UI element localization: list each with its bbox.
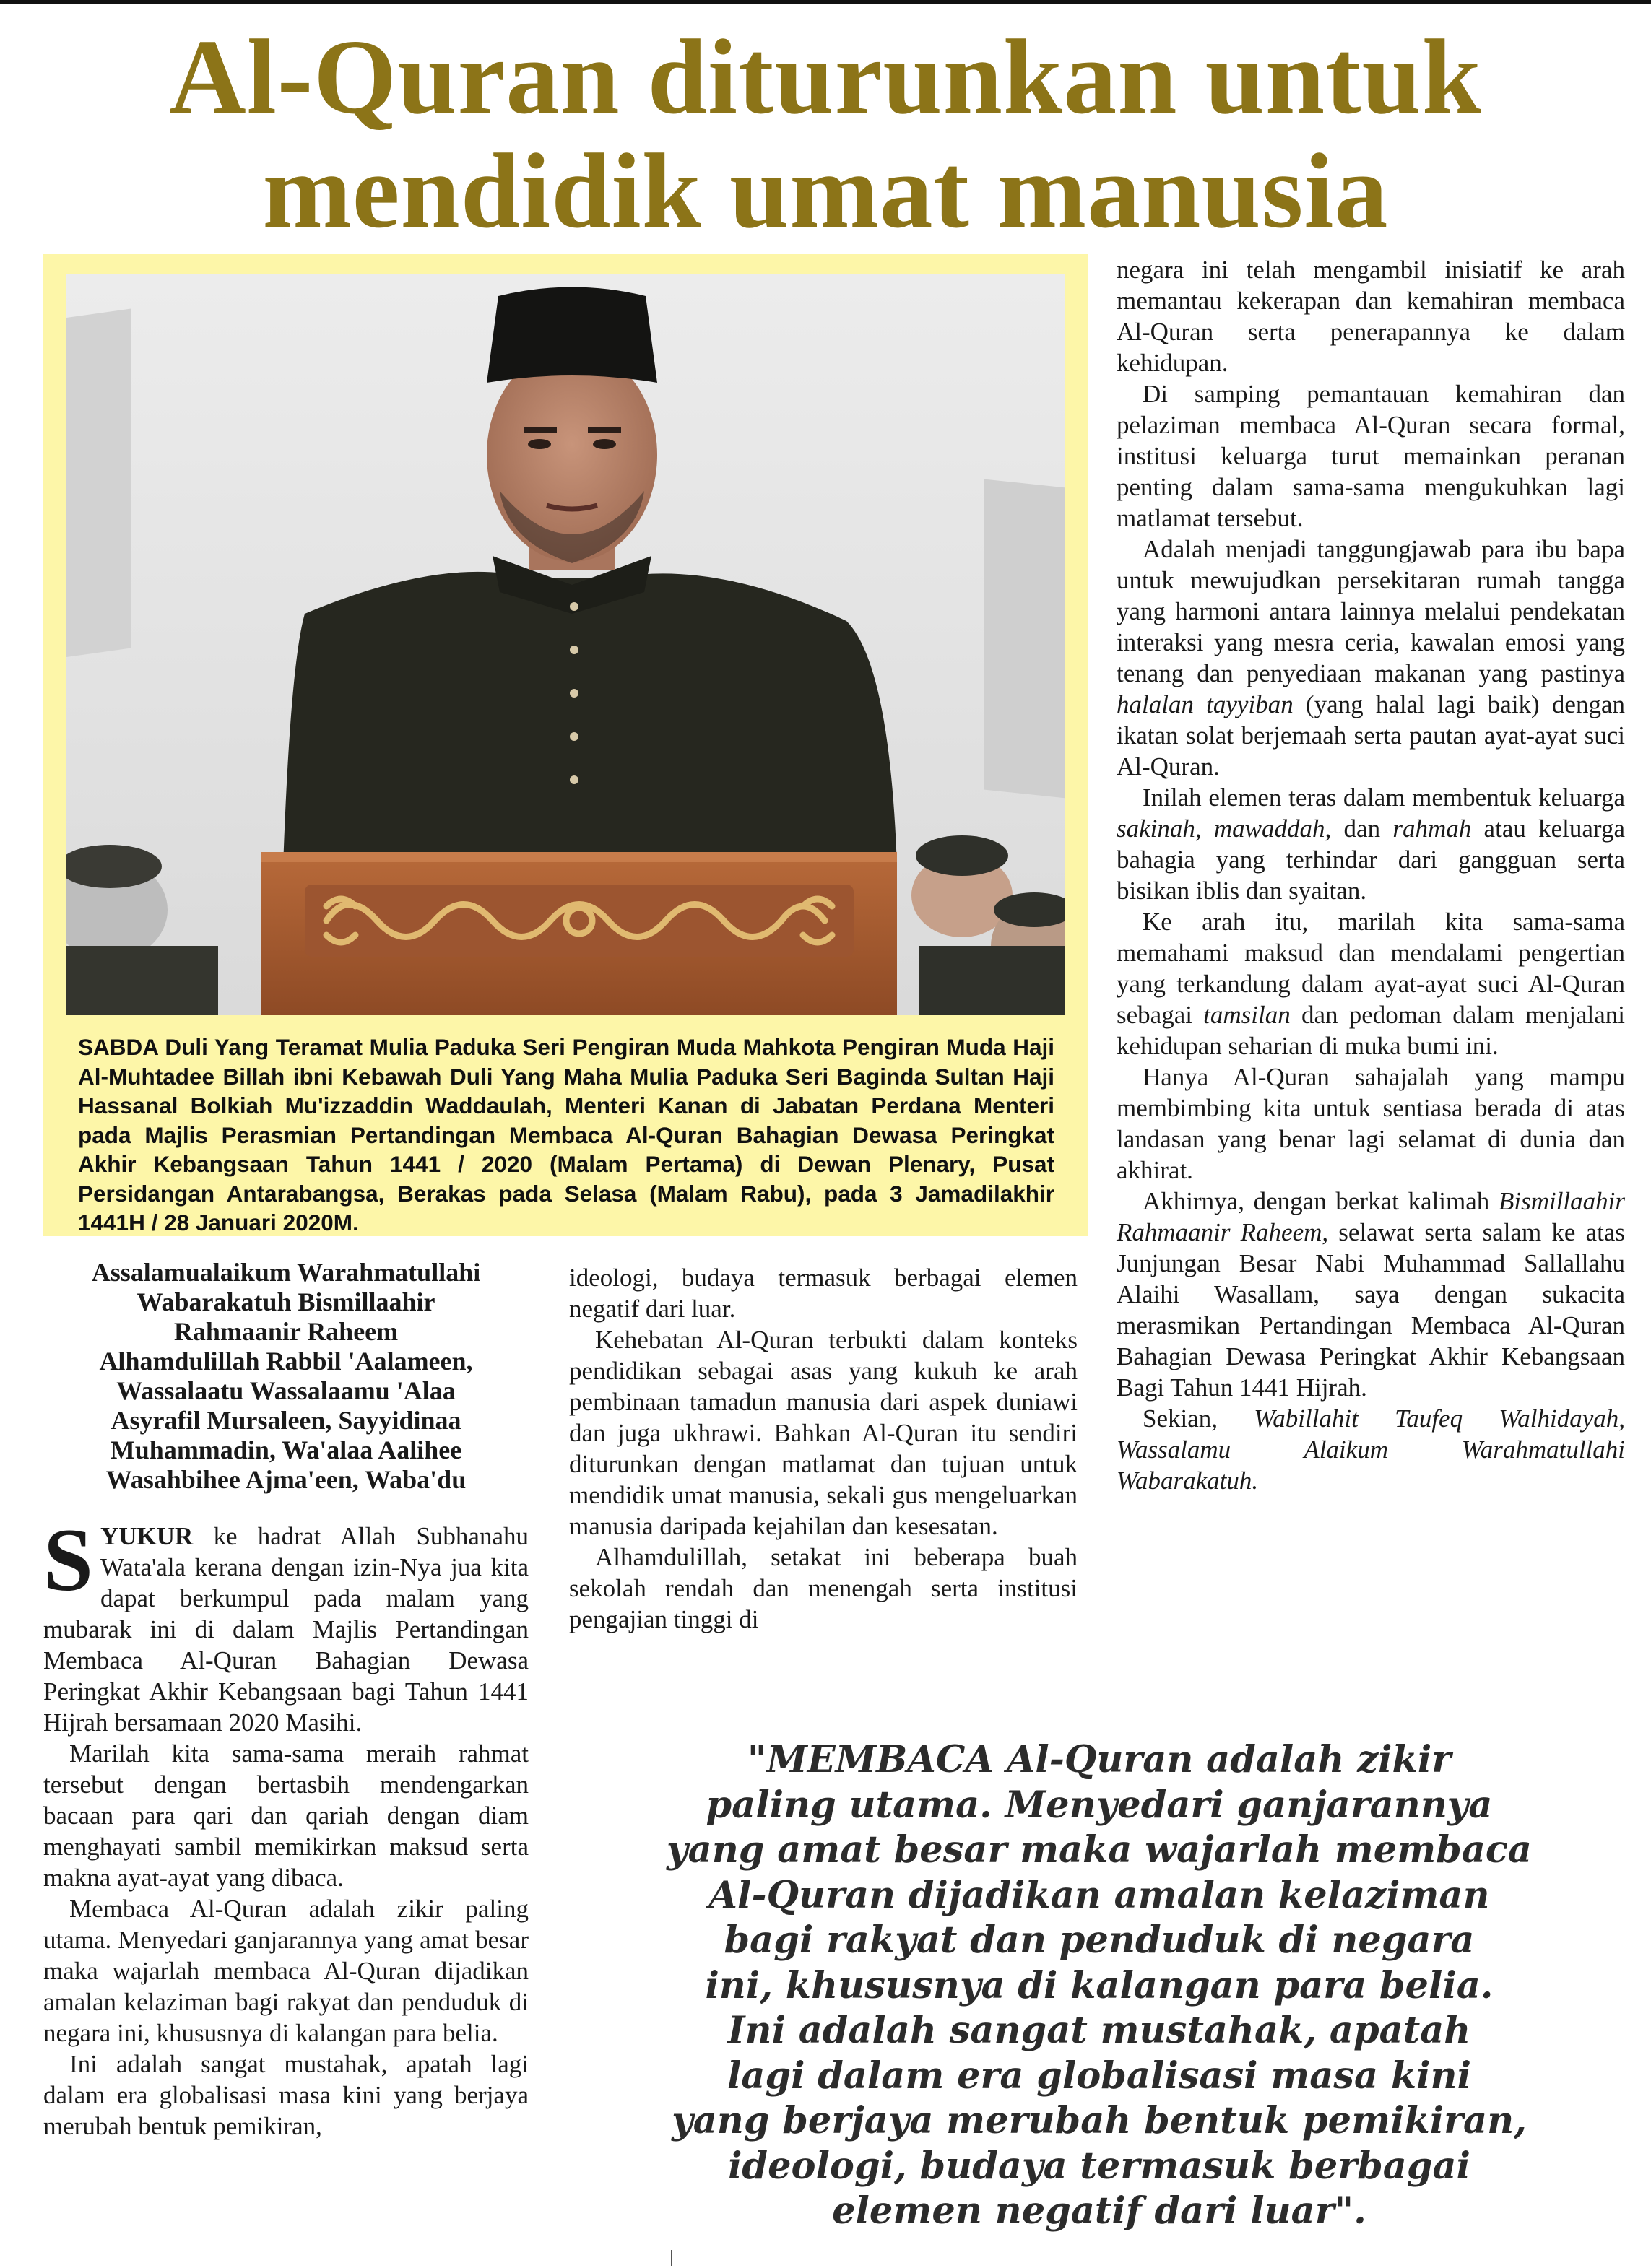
paragraph: Akhirnya, dengan berkat kalimah Bismillaahir Rahmaanir Raheem, selawat serta salam ke atas Junjungan Besar Nabi Muhammad Sallallahu Alaihi Wasallam, saya dengan sukacita merasmikan Pertandingan Membaca Al-Quran Bahagian Dewasa Peringkat Akhir Kebangsaan Bagi Tahun 1441 Hijrah. xyxy=(1117,1187,1626,1402)
paragraph: Membaca Al-Quran adalah zikir paling utama. Menyedari ganjarannya yang amat besar maka wajarlah membaca Al-Quran dijadikan amalan kelaziman bagi rakyat dan penduduk di negara ini, khususnya di kalangan para belia. xyxy=(43,1895,529,2047)
paragraph: Inilah elemen teras dalam membentuk keluarga sakinah, mawaddah, dan rahmah atau keluarga bahagia yang terhindar dari gangguan serta bisikan iblis dan syaitan. xyxy=(1117,783,1625,905)
pull-quote: "MEMBACA Al-Quran adalah zikir paling utama. Menyedari ganjarannya yang amat besar maka wajarlah membaca Al-Quran dijadikan amalan kelaziman bagi rakyat dan penduduk di negara ini, khususnya di kalangan para belia. Ini adalah sangat mustahak, apatah lagi dalam era globalisasi masa kini yang berjaya merubah bentuk pemikiran, ideologi, budaya termasuk berbagai elemen negatif dari luar". xyxy=(667,1738,1532,2233)
headline-line-2: mendidik umat manusia xyxy=(262,132,1389,251)
article-column-1 xyxy=(43,1258,529,2142)
paragraph: Marilah kita sama-sama meraih rahmat tersebut dengan bertasbih mendengarkan bacaan para qari dan qariah dengan diam menghayati sambil memikirkan maksud serta makna ayat-ayat yang dibaca. xyxy=(43,1739,529,1892)
salutation: Assalamualaikum Warahmatullahi Wabarakatuh Bismillaahir Rahmaanir Raheem Alhamdulillah Rabbil 'Aalameen, Wassalaatu Wassalaamu 'Alaa Asyrafil Mursaleen, Sayyidinaa Muhammadin, Wa'alaa Aalihee Wasahbihee Ajma'een, Waba'du xyxy=(91,1258,481,1494)
photo xyxy=(66,274,1065,1015)
article-column-2 xyxy=(569,1262,1078,1635)
paragraph: negara ini telah mengambil inisiatif ke arah memantau kekerapan dan kemahiran membaca Al-Quran serta penerapannya ke dalam kehidupan. xyxy=(1117,256,1625,377)
drop-cap: S xyxy=(43,1511,93,1609)
paragraph: Adalah menjadi tanggungjawab para ibu bapa untuk mewujudkan persekitaran rumah tangga yang harmoni antara lainnya melalui pendekatan interaksi yang mesra ceria, kawalan emosi yang tenang dan penyediaan makanan yang pastinya halalan tayyiban (yang halal lagi baik) dengan ikatan solat berjemaah serta pautan ayat-ayat suci Al-Quran. xyxy=(1117,535,1625,781)
photo-caption: SABDA Duli Yang Teramat Mulia Paduka Seri Pengiran Muda Mahkota Pengiran Muda Haji Al-Muhtadee Billah ibni Kebawah Duli Yang Maha Mulia Paduka Seri Baginda Sultan Haji Hassanal Bolkiah Mu'izzaddin Waddaulah, Menteri Kanan di Jabatan Perdana Menteri pada Majlis Perasmian Pertandingan Membaca Al-Quran Bahagian Dewasa Peringkat Akhir Kebangsaan Tahun 1441 / 2020 (Malam Pertama) di Dewan Plenary, Pusat Persidangan Antarabangsa, Berakas pada Selasa (Malam Rabu), pada 3 Jamadilakhir 1441H / 28 Januari 2020M. xyxy=(78,1034,1054,1235)
column-rule-mark xyxy=(671,2250,672,2266)
photo-box xyxy=(43,254,1088,1236)
headline xyxy=(14,18,1637,251)
paragraph: Sekian, Wabillahit Taufeq Walhidayah, Wassalamu Alaikum Warahmatullahi Wabarakatuh. xyxy=(1117,1404,1626,1495)
opening-paragraph: SYUKUR ke hadrat Allah Subhanahu Wata'ala kerana dengan izin-Nya jua kita dapat berkumpul pada malam yang mubarak ini di dalam Majlis Pertandingan Membaca Al-Quran Bahagian Dewasa Peringkat Akhir Kebangsaan bagi Tahun 1441 Hijrah bersamaan 2020 Masihi. xyxy=(43,1511,529,1737)
top-rule xyxy=(0,0,1651,4)
paragraph: Ke arah itu, marilah kita sama-sama memahami maksud dan mendalami pengertian yang terkandung dalam ayat-ayat suci Al-Quran sebagai tamsilan dan pedoman dalam menjalani kehidupan seharian di muka bumi ini. xyxy=(1117,908,1625,1060)
paragraph: ideologi, budaya termasuk berbagai elemen negatif dari luar. xyxy=(569,1264,1078,1323)
article-column-3 xyxy=(1117,254,1625,1496)
paragraph: Di samping pemantauan kemahiran dan pelaziman membaca Al-Quran secara formal, institusi keluarga turut memainkan peranan penting dalam sama-sama mengukuhkan lagi matlamat tersebut. xyxy=(1117,380,1625,532)
paragraph: Alhamdulillah, setakat ini beberapa buah sekolah rendah dan menengah serta institusi pengajian tinggi di xyxy=(569,1543,1078,1633)
paragraph: Kehebatan Al-Quran terbukti dalam konteks pendidikan sebagai asas yang kukuh ke arah pembinaan tamadun manusia dari aspek duniawi dan juga ukhrawi. Bahkan Al-Quran itu sendiri diturunkan dengan matlamat dan tujuan untuk mendidik umat manusia, sekali gus mengeluarkan manusia daripada kejahilan dan kesesatan. xyxy=(569,1326,1078,1540)
paragraph: Ini adalah sangat mustahak, apatah lagi dalam era globalisasi masa kini yang berjaya merubah bentuk pemikiran, xyxy=(43,2050,529,2140)
headline-line-1: Al-Quran diturunkan untuk xyxy=(168,18,1483,136)
paragraph: Hanya Al-Quran sahajalah yang mampu membimbing kita untuk sentiasa berada di atas landasan yang benar lagi selamat di dunia dan akhirat. xyxy=(1117,1063,1625,1184)
speaker-photo-illustration xyxy=(66,274,1065,1015)
